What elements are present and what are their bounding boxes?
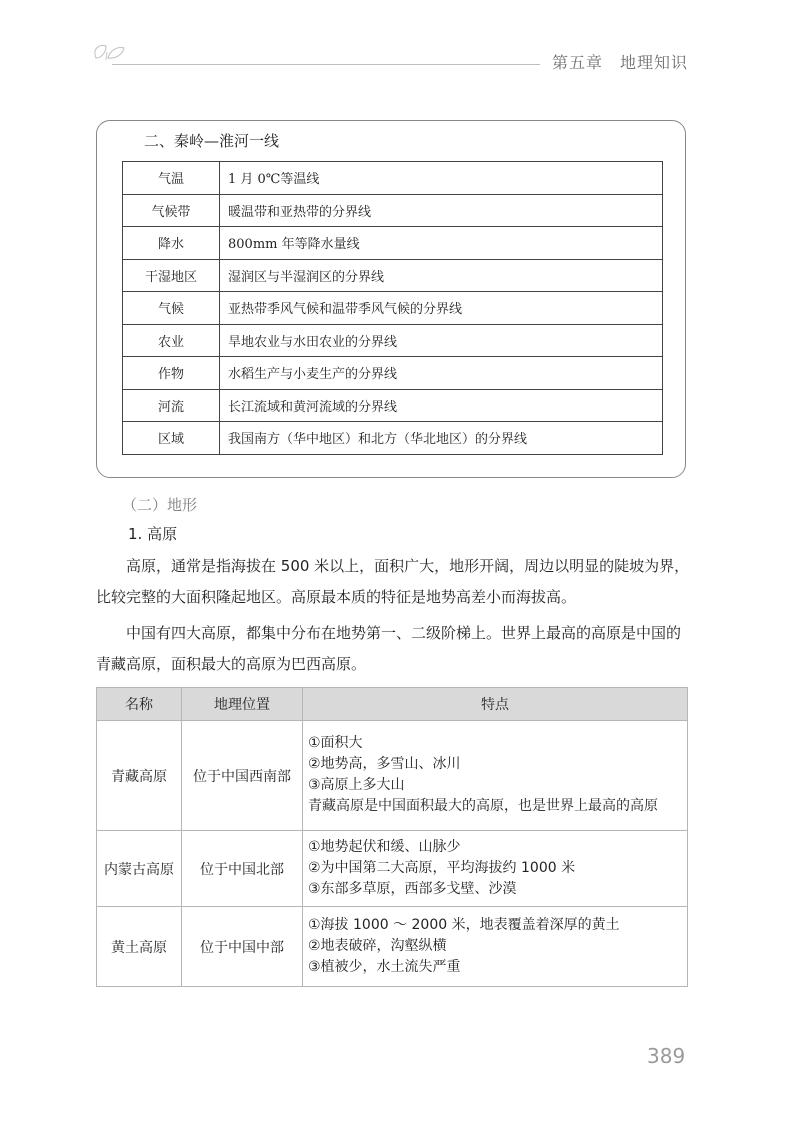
row-key: 气候 [123,292,220,325]
row-value: 旱地农业与水田农业的分界线 [220,324,663,357]
row-value: 湿润区与半湿润区的分界线 [220,259,663,292]
row-value: 我国南方（华中地区）和北方（华北地区）的分界线 [220,422,663,455]
header-rule [112,64,540,65]
paragraph-four-plateaus: 中国有四大高原，都集中分布在地势第一、二级阶梯上。世界上最高的高原是中国的青藏高原，面积最大的高原为巴西高原。 [96,624,682,673]
feature-line: ③植被少，水土流失严重 [308,958,461,975]
row-value: 亚热带季风气候和温带季风气候的分界线 [220,292,663,325]
table-row [123,162,663,195]
page-number: 389 [647,1044,686,1068]
row-value: 1 月 0℃等温线 [220,162,663,195]
feature-line: ①地势起伏和缓、山脉少 [308,838,461,855]
table-header-row [97,688,688,721]
plateau-name: 青藏高原 [97,721,182,831]
feature-line: ②地表破碎，沟壑纵横 [308,937,447,954]
row-key: 降水 [123,227,220,260]
feature-line: ③高原上多大山 [308,777,405,793]
plateau-name: 内蒙古高原 [97,831,182,907]
plateau-location: 位于中国中部 [182,907,303,987]
row-key: 气候带 [123,194,220,227]
plateau-location: 位于中国西南部 [182,721,303,831]
feature-line: ①面积大 [308,735,363,751]
section-heading: 1. 高原 [128,525,178,543]
plateau-name: 黄土高原 [97,907,182,987]
table-row [123,227,663,260]
feature-line: ②地势高，多雪山、冰川 [308,756,461,772]
table-row [123,324,663,357]
row-key: 气温 [123,162,220,195]
table-row [123,357,663,390]
leaf-decoration-icon [90,42,130,62]
plateau-features [303,721,688,831]
row-value: 水稻生产与小麦生产的分界线 [220,357,663,390]
paragraph-definition: 高原，通常是指海拔在 500 米以上，面积广大，地形开阔，周边以明显的陡坡为界，比较完整的大面积隆起地区。高原最本质的特征是地势高差小而海拔高。 [96,557,690,606]
row-key: 河流 [123,389,220,422]
plateau-features [303,907,688,987]
row-key: 农业 [123,324,220,357]
plateau-location: 位于中国北部 [182,831,303,907]
qinling-title: 二、秦岭—淮河一线 [144,132,280,150]
plateau-table [96,687,688,987]
chapter-header: 第五章 地理知识 [552,53,689,72]
table-row [97,831,688,907]
feature-line: ②为中国第二大高原，平均海拔约 1000 米 [308,859,576,876]
qinling-table [122,161,663,455]
table-row [123,259,663,292]
table-row [123,292,663,325]
table-row [123,422,663,455]
header-name: 名称 [97,688,182,721]
row-value: 暖温带和亚热带的分界线 [220,194,663,227]
table-row [97,907,688,987]
row-key: 干湿地区 [123,259,220,292]
row-value: 长江流域和黄河流域的分界线 [220,389,663,422]
feature-line: ③东部多草原，西部多戈壁、沙漠 [308,880,517,897]
plateau-features [303,831,688,907]
feature-line: 青藏高原是中国面积最大的高原，也是世界上最高的高原 [308,798,658,814]
row-value: 800mm 年等降水量线 [220,227,663,260]
row-key: 区域 [123,422,220,455]
feature-line: ①海拔 1000 ～ 2000 米，地表覆盖着深厚的黄土 [308,916,620,933]
table-row [97,721,688,831]
table-row [123,389,663,422]
table-row [123,194,663,227]
row-key: 作物 [123,357,220,390]
section-subheading: （二）地形 [122,496,198,514]
header-features: 特点 [303,688,688,721]
header-location: 地理位置 [182,688,303,721]
